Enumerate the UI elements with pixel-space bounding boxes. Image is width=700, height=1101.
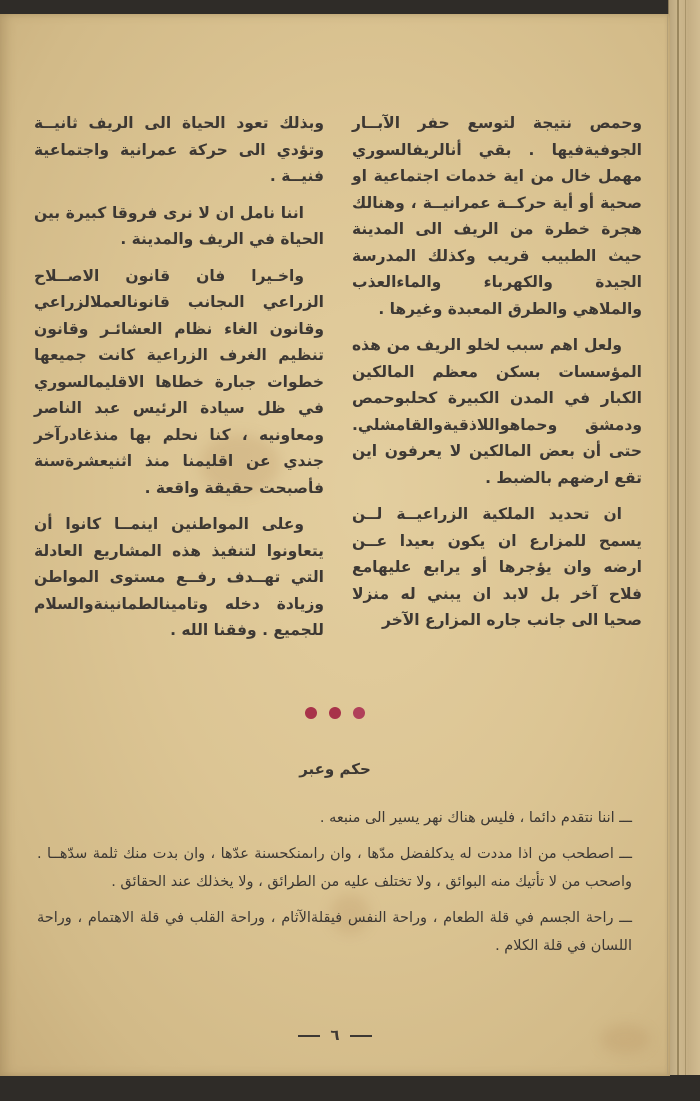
saying-item: ـــ اصطحب من اذا مددت له يدكلفضل مدّها ، وان راىمنكحسنة عدّها ، وان بدت منك ثلمة سدّهــا . واصحب من لا تأتيك منه البوائق ، ولا تختلف عليه من الطرائق ، ولا يخذلك عند الحقائق . [37, 846, 632, 890]
page-number-value: ٦ [330, 1026, 340, 1044]
saying-item: ـــ راحة الجسم في قلة الطعام ، وراحة النفس فيقلةالآثام ، وراحة القلب في قلة الاهتمام ، وراحة اللسان في قلة الكلام . [37, 910, 632, 954]
article-paragraph: ولعل اهم سبب لخلو الريف من هذه المؤسسات بسكن معظم المالكين الكبار في المدن الكبيرة كحلبوحمص ودمشق وحماهواللاذقيةوالقامشلي. حتى أن بعض المالكين لا يعرفون اين تقع ارضهم بالضبط . [352, 336, 642, 487]
article-paragraph: وعلى المواطنين اينمــا كانوا أن يتعاونوا لتنفيذ هذه المشاريع العادلة التي تهــدف رفــع مستوى المواطن وزيادة دخله وتامينالطمانينةوالسلام للجميع . وفقنا الله . [34, 515, 324, 639]
article-paragraph: وحمص نتيجة لتوسع حفر الآبــار الجوفيةفيها . بقي أنالريفالسوري مهمل خال من اية خدمات اجتماعية او صحية أو أية حركــة عمرانيــة ، وهنالك هجرة خطرة من الريف الى المدينة حيث الطبيب قريب وكذلك المدرسة الجيدة والكهرباء والماءالعذب والملاهي والطرق المعبدة وغيرها . [352, 114, 642, 318]
saying-item: ـــ اننا نتقدم دائما ، فليس هناك نهر يسير الى منبعه . [319, 810, 632, 826]
page-edge-line [685, 0, 686, 1075]
separator-dot-icon [329, 707, 341, 719]
section-separator [0, 706, 670, 724]
page-edge-line [677, 0, 679, 1075]
article-paragraph: ان تحديد الملكية الزراعيــة لــن يسمح للمزارع ان يكون بعيدا عــن ارضه وان يؤجرها أو يرابع عليهامع فلاح آخر بل لابد ان يبني له منزلا صحيا الى جانب جاره المزارع الآخر [352, 505, 642, 629]
separator-dot-icon [305, 707, 317, 719]
article-column-right [352, 110, 642, 644]
page-border [667, 14, 668, 1076]
dash-decoration [298, 1035, 320, 1037]
article-paragraph: وبذلك تعود الحياة الى الريف ثانيــة وتؤدي الى حركة عمرانية واجتماعية فنيــة . [34, 114, 324, 185]
article-paragraph: واخـيرا فان قانون الاصــلاح الزراعي الىجانب قانونالعملالزراعي وقانون الغاء نظام العشائـر وقانون تنظيم الغرف الزراعية كانت جميعها خطوات جبارة خطاها الاقليمالسوري في ظل سيادة الرئيس عبد الناصر ومعاونيه ، كنا نحلم بها منذغادرآخر جندي عن اقليمنا منذ اثنيعشرةسنة فأصبحت حقيقة واقعة . [34, 266, 324, 497]
article-column-left [34, 110, 324, 654]
separator-dot-icon [353, 707, 365, 719]
sayings-list [37, 804, 632, 968]
dash-decoration [350, 1035, 372, 1037]
page-number [0, 1026, 670, 1044]
article-paragraph: اننا نامل ان لا نرى فروقا كبيرة بين الحياة في الريف والمدينة . [34, 203, 324, 248]
adjacent-page-edge [668, 0, 700, 1075]
section-title: حكم وعبر [299, 760, 371, 778]
magazine-page [0, 14, 670, 1076]
